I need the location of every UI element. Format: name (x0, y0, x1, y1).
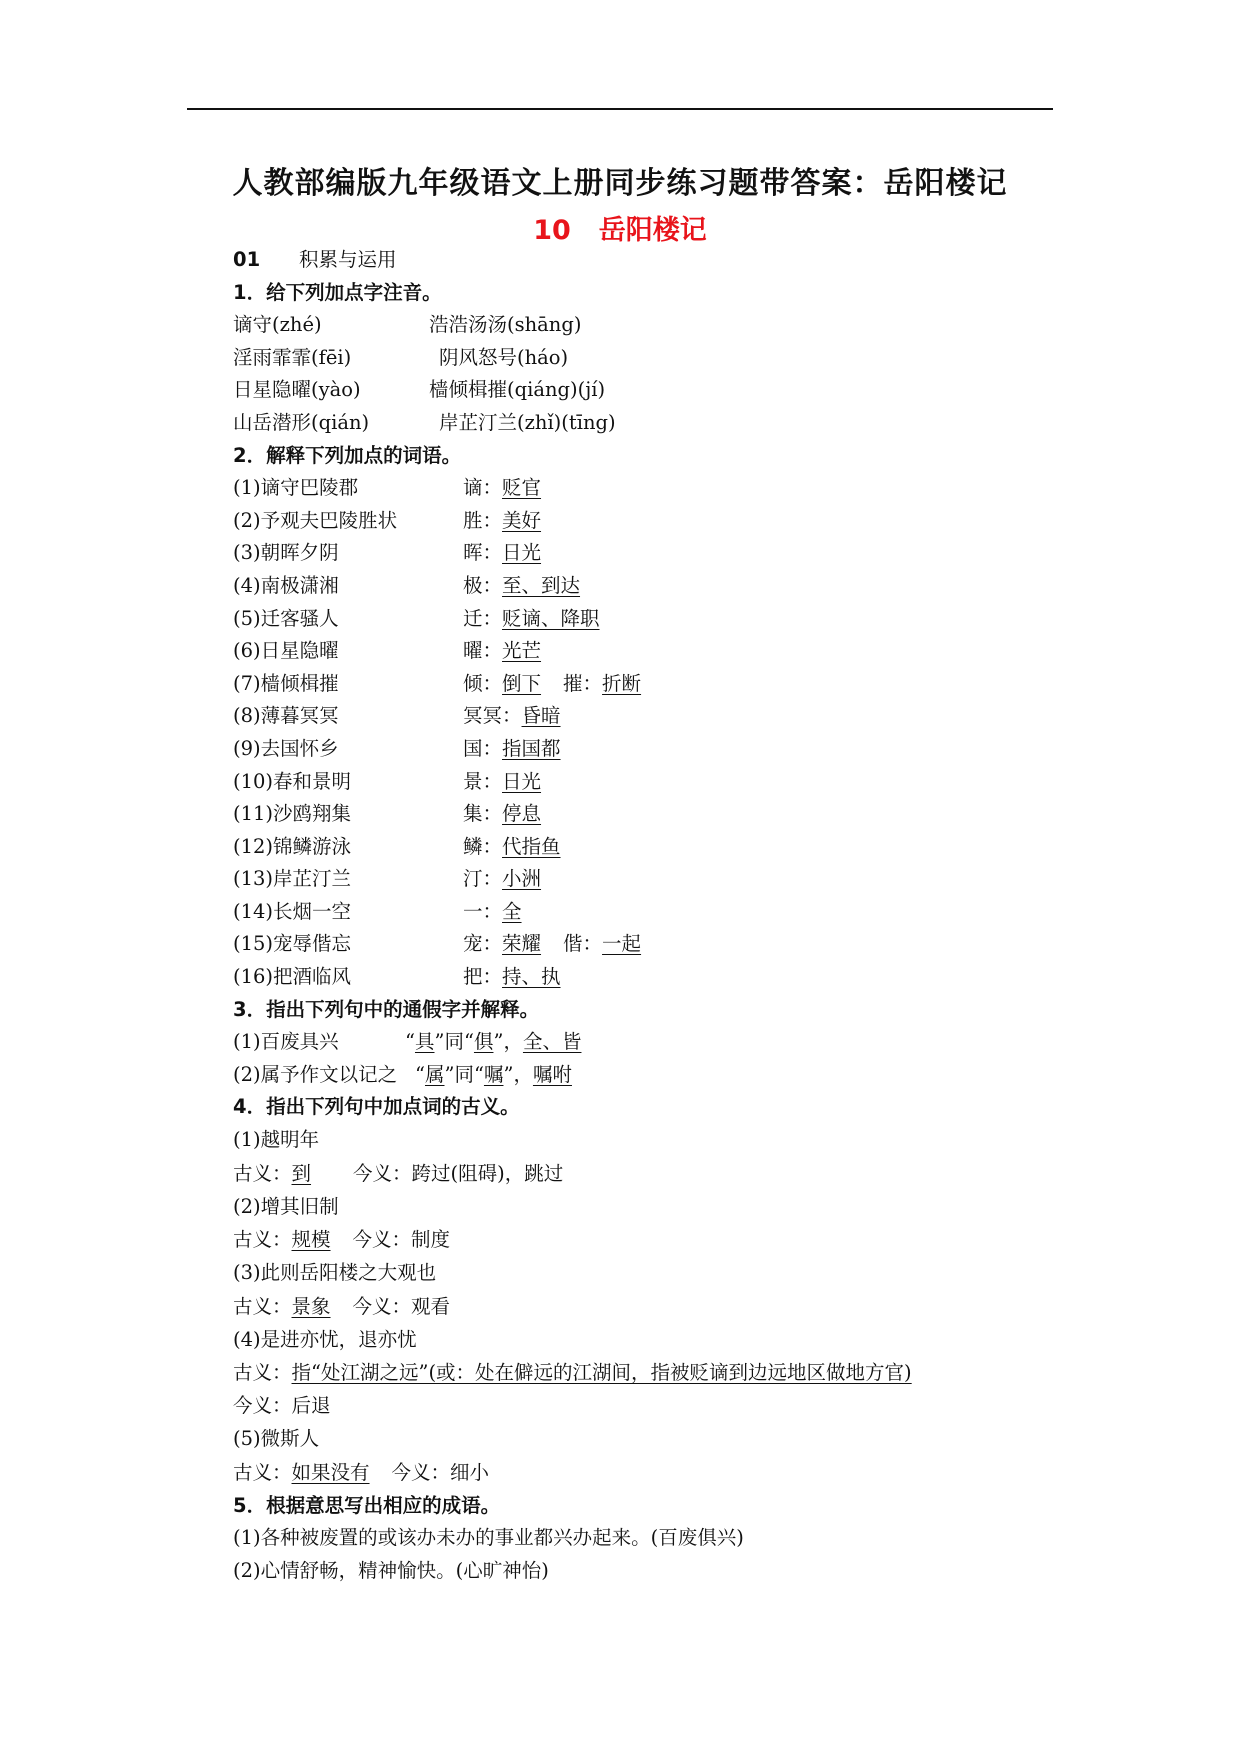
question-5-prompt: 5．根据意思写出相应的成语。 (233, 1493, 501, 1517)
vocab-key: 极： (463, 573, 503, 597)
vocab-answer: 日光 (502, 541, 542, 565)
pinyin-row (233, 374, 1053, 407)
ancient-meaning-phrase: (3)此则岳阳楼之大观也 (233, 1261, 437, 1285)
tongjia-connector: ”同“ (444, 1062, 484, 1086)
tongjia-original: 嘱 (483, 1062, 504, 1086)
ancient-meaning-phrase: (5)微斯人 (233, 1427, 320, 1450)
vocab-row (233, 635, 1053, 668)
vocab-phrase: (14)长烟一空 (233, 899, 352, 923)
ancient-meaning-row (233, 1356, 1053, 1390)
vocab-answer: 至、到达 (502, 573, 581, 597)
gu-answer: 规模 (291, 1228, 331, 1252)
gu-answer: 指“处江湖之远”(或：处在僻远的江湖间，指被贬谪到边远地区做地方官) (291, 1361, 912, 1385)
vocab-phrase: (11)沙鸥翔集 (233, 802, 352, 826)
tongjia-meaning: 嘱咐 (532, 1062, 572, 1086)
vocab-key: 集： (463, 802, 503, 826)
ancient-meaning-phrase: (2)增其旧制 (233, 1194, 339, 1218)
vocab-key: 偕： (563, 932, 603, 956)
vocab-answer: 倒下 (502, 671, 542, 695)
vocab-answer: 指国都 (502, 736, 561, 760)
tongjia-char: 具 (414, 1030, 435, 1054)
tongjia-meaning: 全、皆 (522, 1030, 582, 1054)
vocab-row (233, 928, 1053, 961)
gu-label: 古义： (233, 1294, 292, 1318)
pinyin-item: 谪守(zhé) (233, 313, 322, 337)
pinyin-item: 樯倾楫摧(qiáng)(jí) (429, 378, 606, 402)
vocab-answer: 贬谪、降职 (502, 606, 600, 630)
tongjia-connector: ”同“ (434, 1030, 474, 1054)
vocab-key: 倾： (463, 671, 503, 695)
ancient-meaning-row (233, 1223, 1053, 1257)
vocab-answer: 小洲 (502, 867, 542, 891)
pinyin-row (233, 407, 1053, 440)
quote-mark: “ (405, 1030, 415, 1054)
vocab-answer: 停息 (502, 802, 542, 826)
gu-label: 古义： (233, 1161, 292, 1185)
tongjia-char: 属 (424, 1062, 445, 1086)
vocab-key: 宠： (463, 932, 503, 956)
tongjia-original: 俱 (473, 1030, 494, 1054)
vocab-key: 把： (463, 965, 503, 989)
vocab-phrase: (15)宠辱偕忘 (233, 932, 352, 956)
vocab-phrase: (9)去国怀乡 (233, 736, 339, 760)
vocab-phrase: (4)南极潇湘 (233, 573, 339, 597)
vocab-phrase: (12)锦鳞游泳 (233, 834, 352, 858)
vocab-phrase: (6)日星隐曜 (233, 639, 339, 663)
section-title: 积累与运用 (299, 248, 397, 271)
tongjia-row (233, 1026, 1053, 1059)
vocab-row (233, 766, 1053, 799)
pinyin-item: 岸芷汀兰(zhǐ)(tīng) (439, 410, 616, 434)
vocab-phrase: (16)把酒临风 (233, 965, 352, 989)
gu-label: 古义： (233, 1228, 292, 1252)
vocab-row (233, 896, 1053, 929)
vocab-key: 晖： (463, 541, 503, 565)
tongjia-connector: ”， (493, 1030, 523, 1054)
jin-meaning: 今义：观看 (352, 1294, 451, 1318)
vocab-phrase: (1)谪守巴陵郡 (233, 476, 359, 500)
vocab-answer: 昏暗 (521, 704, 561, 728)
lesson-title (0, 208, 1240, 247)
vocab-row (233, 798, 1053, 831)
vocab-phrase: (5)迁客骚人 (233, 606, 339, 630)
vocab-answer: 荣耀 (502, 932, 542, 956)
ancient-meaning-row (233, 1290, 1053, 1324)
gu-label: 古义： (233, 1361, 292, 1385)
vocab-row (233, 831, 1053, 864)
vocab-row (233, 505, 1053, 538)
section-heading (233, 244, 1053, 277)
vocab-key: 曜： (463, 639, 503, 663)
question-4-prompt: 4．指出下列句中加点词的古义。 (233, 1095, 520, 1119)
vocab-answer: 持、执 (502, 965, 561, 989)
vocab-key: 国： (463, 736, 503, 760)
exercise-content (233, 244, 1053, 1587)
gu-label: 古义： (233, 1460, 292, 1484)
vocab-answer: 全 (502, 899, 522, 923)
jin-meaning: 今义：细小 (391, 1460, 490, 1484)
vocab-phrase: (10)春和景明 (233, 769, 352, 793)
header-rule (187, 108, 1053, 110)
vocab-row (233, 603, 1053, 636)
jin-meaning: 今义：跨过(阻碍)，跳过 (353, 1161, 564, 1185)
question-2-prompt: 2．解释下列加点的词语。 (233, 443, 462, 467)
vocab-answer: 日光 (502, 769, 542, 793)
question-1-prompt: 1．给下列加点字注音。 (233, 280, 442, 304)
vocab-answer: 折断 (602, 671, 642, 695)
vocab-phrase: (7)樯倾楫摧 (233, 671, 339, 695)
ancient-meaning-phrase: (4)是进亦忧，退亦忧 (233, 1327, 417, 1351)
gu-answer: 到 (291, 1161, 312, 1185)
pinyin-row (233, 342, 1053, 375)
vocab-phrase: (2)予观夫巴陵胜状 (233, 508, 398, 532)
ancient-meaning-row (233, 1157, 1053, 1191)
pinyin-item: 山岳潜形(qián) (233, 410, 370, 434)
vocab-row (233, 863, 1053, 896)
pinyin-item: 淫雨霏霏(fēi) (233, 345, 352, 369)
vocab-key: 景： (463, 769, 503, 793)
vocab-row (233, 472, 1053, 505)
vocab-key: 谪： (463, 476, 503, 500)
pinyin-item: 日星隐曜(yào) (233, 378, 361, 402)
vocab-answer: 代指鱼 (502, 834, 561, 858)
vocab-row (233, 733, 1053, 766)
vocab-answer: 美好 (502, 508, 542, 532)
vocab-phrase: (3)朝晖夕阴 (233, 541, 339, 565)
vocab-key: 胜： (463, 508, 503, 532)
ancient-meaning-row (233, 1456, 1053, 1490)
question-3-prompt: 3．指出下列句中的通假字并解释。 (233, 997, 540, 1021)
idiom-item: (2)心情舒畅，精神愉快。(心旷神怡) (233, 1558, 549, 1582)
gu-answer: 景象 (291, 1294, 331, 1318)
vocab-key: 一： (463, 899, 503, 923)
jin-meaning: 今义：后退 (233, 1394, 331, 1418)
lesson-name: 岳阳楼记 (598, 215, 707, 246)
jin-meaning: 今义：制度 (352, 1228, 451, 1252)
tongjia-phrase: (2)属予作文以记之 (233, 1062, 398, 1086)
gu-answer: 如果没有 (291, 1460, 370, 1484)
vocab-key: 鳞： (463, 834, 503, 858)
vocab-phrase: (13)岸芷汀兰 (233, 867, 352, 891)
tongjia-connector: ”， (503, 1062, 533, 1086)
vocab-answer: 贬官 (502, 476, 542, 500)
tongjia-phrase: (1)百废具兴 (233, 1030, 339, 1054)
vocab-key: 冥冥： (463, 704, 522, 728)
document-title: 人教部编版九年级语文上册同步练习题带答案：岳阳楼记 (232, 166, 1008, 201)
vocab-key: 汀： (463, 867, 503, 891)
tongjia-row (233, 1059, 1053, 1092)
vocab-phrase: (8)薄暮冥冥 (233, 704, 339, 728)
vocab-row (233, 668, 1053, 701)
pinyin-item: 浩浩汤汤(shāng) (429, 313, 582, 337)
vocab-key: 迁： (463, 606, 503, 630)
quote-mark: “ (415, 1062, 425, 1086)
vocab-answer: 光芒 (502, 639, 542, 663)
section-number: 01 (233, 248, 261, 271)
pinyin-row (233, 309, 1053, 342)
vocab-row (233, 570, 1053, 603)
pinyin-item: 阴风怒号(háo) (439, 345, 569, 369)
idiom-item: (1)各种被废置的或该办未办的事业都兴办起来。(百废俱兴) (233, 1526, 744, 1550)
vocab-row (233, 537, 1053, 570)
vocab-key: 摧： (563, 671, 603, 695)
vocab-row (233, 961, 1053, 994)
lesson-number: 10 (533, 215, 571, 246)
ancient-meaning-phrase: (1)越明年 (233, 1128, 320, 1152)
vocab-row (233, 700, 1053, 733)
vocab-answer: 一起 (602, 932, 642, 956)
